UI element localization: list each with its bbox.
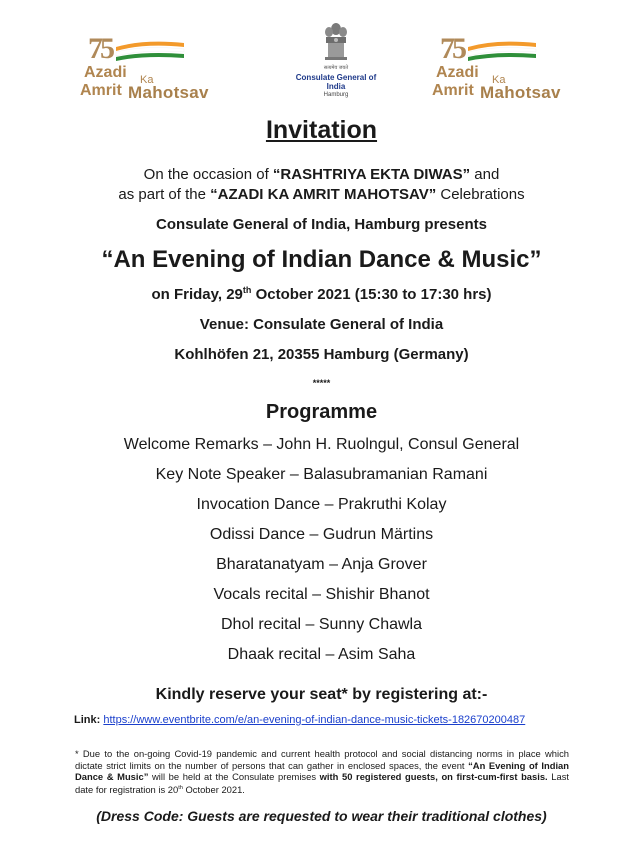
- logo-ka: Ka: [492, 74, 506, 86]
- registration-link-line: [74, 714, 525, 726]
- event-venue: Venue: Consulate General of India: [199, 316, 444, 333]
- registration-link[interactable]: https://www.eventbrite.com/e/an-evening-of-indian-dance-music-tickets-182670200487: [103, 714, 526, 726]
- programme-item: Dhol recital – Sunny Chawla: [221, 616, 422, 633]
- programme-item: Invocation Dance – Prakruthi Kolay: [196, 496, 447, 513]
- logo-mahotsav: Mahotsav: [480, 83, 561, 102]
- logo-75: 75: [440, 32, 464, 65]
- occasion-line-1: On the occasion of “RASHTRIYA EKTA DIWAS” and: [143, 166, 500, 183]
- programme-item: Odissi Dance – Gudrun Märtins: [209, 526, 434, 543]
- azadi-ka-amrit-mahotsav-logo-right: [432, 30, 572, 102]
- programme-heading: Programme: [265, 401, 378, 423]
- emblem-city: Hamburg: [323, 92, 349, 98]
- programme-item: Vocals recital – Shishir Bhanot: [213, 586, 430, 603]
- logo-amrit: Amrit: [432, 82, 474, 99]
- page-title: Invitation: [265, 116, 378, 144]
- programme-item: Bharatanatyam – Anja Grover: [216, 556, 427, 573]
- azadi-ka-amrit-mahotsav-logo-left: [80, 30, 220, 102]
- programme-item: Welcome Remarks – John H. Ruolngul, Consul General: [123, 436, 520, 453]
- programme-item: Key Note Speaker – Balasubramanian Ramani: [155, 466, 488, 483]
- separator: *****: [312, 378, 331, 388]
- consulate-emblem: [286, 20, 386, 100]
- covid-footnote: * Due to the on-going Covid-19 pandemic and current health protocol and social distancing norms in place which dictate strict limits on the number of persons that can gather in enclosed spaces, the event “An Evening of Indian Dance & Music” will be held at the Consulate premises with 50 registered guests, on first-cum-first basis. Last date for registration is 20th October 2021.: [75, 748, 570, 795]
- logo-75: 75: [88, 32, 112, 65]
- event-title: “An Evening of Indian Dance & Music”: [101, 246, 542, 273]
- event-date: on Friday, 29th October 2021 (15:30 to 17:30 hrs): [151, 285, 492, 303]
- dress-code: (Dress Code: Guests are requested to wear their traditional clothes): [96, 808, 547, 824]
- emblem-org-name: Consulate General of India: [295, 73, 377, 91]
- logo-mahotsav: Mahotsav: [128, 83, 209, 102]
- logo-azadi: Azadi: [436, 64, 479, 81]
- programme-item: Dhaak recital – Asim Saha: [227, 646, 416, 663]
- reserve-seat-text: Kindly reserve your seat* by registering at:-: [155, 686, 488, 703]
- occasion-line-2: as part of the “AZADI KA AMRIT MAHOTSAV” Celebrations: [118, 186, 525, 203]
- logo-azadi: Azadi: [84, 64, 127, 81]
- link-label: Link:: [74, 714, 101, 726]
- flag-swoosh-icon: [466, 39, 538, 63]
- emblem-motto: सत्यमेव जयते: [323, 65, 349, 71]
- logo-ka: Ka: [140, 74, 154, 86]
- event-address: Kohlhöfen 21, 20355 Hamburg (Germany): [174, 346, 469, 363]
- presents-line: Consulate General of India, Hamburg presents: [156, 216, 487, 233]
- ashoka-emblem-icon: [322, 20, 350, 64]
- flag-swoosh-icon: [114, 39, 186, 63]
- logo-amrit: Amrit: [80, 82, 122, 99]
